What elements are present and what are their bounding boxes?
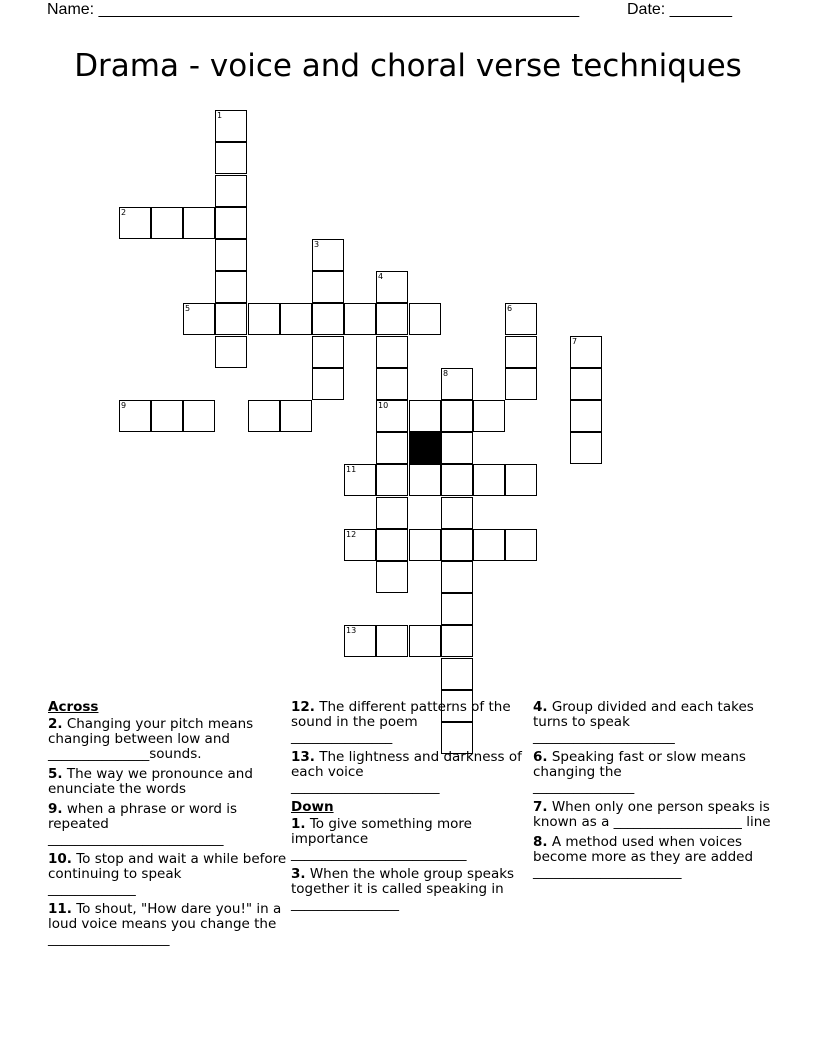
crossword-cell[interactable] (376, 529, 408, 561)
clue-text: To give something more importance __________________________ (291, 816, 472, 862)
name-line[interactable]: Name: ______________________________________________________ (47, 1, 580, 18)
crossword-cell[interactable] (344, 529, 376, 561)
clue-number: 2 (121, 208, 127, 217)
clue-number: 13. (291, 749, 315, 765)
crossword-cell[interactable] (570, 368, 602, 400)
clue-number: 2. (48, 716, 63, 732)
crossword-cell[interactable] (441, 368, 473, 400)
crossword-cell[interactable] (409, 464, 441, 496)
crossword-cell[interactable] (280, 303, 312, 335)
crossword-cell[interactable] (376, 497, 408, 529)
clue (533, 700, 773, 745)
crossword-cell[interactable] (570, 336, 602, 368)
clue-number: 8. (533, 834, 548, 850)
clue-number: 1 (217, 111, 223, 120)
clue-text: When only one person speaks is known as a ___________________ line (533, 799, 775, 830)
clue-number: 8 (443, 369, 449, 378)
clue-number: 9 (121, 401, 127, 410)
clue-number: 5. (48, 766, 63, 782)
crossword-cell[interactable] (441, 400, 473, 432)
crossword-cell[interactable] (248, 400, 280, 432)
clue-number: 11. (48, 901, 72, 917)
clue (291, 750, 531, 795)
crossword-cell[interactable] (409, 303, 441, 335)
crossword-cell[interactable] (215, 110, 247, 142)
clue-number: 5 (185, 304, 191, 313)
clue-number: 1. (291, 816, 306, 832)
crossword-cell[interactable] (441, 529, 473, 561)
crossword-cell[interactable] (183, 400, 215, 432)
clue-number: 3. (291, 866, 306, 882)
clue-text: when a phrase or word is repeated __________________________ (48, 801, 238, 847)
crossword-cell[interactable] (441, 464, 473, 496)
clue (48, 717, 288, 762)
clue-column-3 (533, 700, 773, 885)
clue-text: Speaking fast or slow means changing the _______________ (533, 749, 746, 795)
crossword-cell[interactable] (344, 464, 376, 496)
crossword-cell[interactable] (215, 336, 247, 368)
date-line[interactable]: Date: _______ (627, 1, 732, 18)
clue-number: 9. (48, 801, 63, 817)
crossword-cell[interactable] (119, 207, 151, 239)
crossword-cell[interactable] (312, 271, 344, 303)
clue-text: When the whole group speaks together it is called speaking in ________________ (291, 866, 515, 912)
crossword-cell[interactable] (376, 303, 408, 335)
crossword-cell[interactable] (215, 271, 247, 303)
clue-number: 7. (533, 799, 548, 815)
clue (48, 902, 288, 947)
clue (48, 767, 288, 797)
crossword-cell[interactable] (215, 207, 247, 239)
crossword-cell[interactable] (505, 303, 537, 335)
crossword-cell[interactable] (215, 303, 247, 335)
clue (291, 817, 531, 862)
crossword-cell[interactable] (376, 625, 408, 657)
page-title: Drama - voice and choral verse techniques (74, 48, 742, 84)
crossword-cell[interactable] (441, 593, 473, 625)
crossword-cell[interactable] (441, 497, 473, 529)
clue-number: 7 (572, 337, 578, 346)
crossword-cell[interactable] (376, 400, 408, 432)
crossword-cell[interactable] (248, 303, 280, 335)
crossword-cell[interactable] (376, 336, 408, 368)
clue-text: The lightness and darkness of each voice ______________________ (291, 749, 522, 795)
clue-text: The way we pronounce and enunciate the words (48, 766, 258, 797)
crossword-cell[interactable] (280, 400, 312, 432)
crossword-cell[interactable] (119, 400, 151, 432)
clue (291, 867, 531, 912)
clue-number: 10 (378, 401, 389, 410)
clue-text: Changing your pitch means changing between low and _______________sounds. (48, 716, 258, 762)
black-square (409, 432, 441, 464)
crossword-cell[interactable] (570, 400, 602, 432)
crossword-cell[interactable] (215, 142, 247, 174)
clue-column-2 (291, 700, 531, 917)
crossword-cell[interactable] (376, 432, 408, 464)
crossword-cell[interactable] (409, 400, 441, 432)
clue-text: The different patterns of the sound in the poem _______________ (291, 699, 511, 745)
crossword-cell[interactable] (312, 303, 344, 335)
crossword-cell[interactable] (344, 625, 376, 657)
crossword-cell[interactable] (183, 303, 215, 335)
clue-text: To stop and wait a while before continuing to speak _____________ (48, 851, 287, 897)
across-heading: Across (48, 699, 99, 715)
crossword-cell[interactable] (376, 464, 408, 496)
crossword-cell[interactable] (312, 239, 344, 271)
crossword-cell[interactable] (376, 368, 408, 400)
crossword-cell[interactable] (505, 464, 537, 496)
crossword-cell[interactable] (570, 432, 602, 464)
crossword-cell[interactable] (505, 368, 537, 400)
crossword-cell[interactable] (312, 336, 344, 368)
clue-number: 13 (346, 626, 357, 635)
clue (48, 802, 288, 847)
crossword-cell[interactable] (441, 561, 473, 593)
clue (48, 852, 288, 897)
clue (533, 835, 773, 880)
down-heading: Down (291, 799, 334, 815)
crossword-cell[interactable] (151, 400, 183, 432)
crossword-cell[interactable] (441, 658, 473, 690)
crossword-cell[interactable] (441, 625, 473, 657)
clue-number: 11 (346, 465, 357, 474)
crossword-cell[interactable] (409, 529, 441, 561)
clue-number: 12 (346, 530, 357, 539)
crossword-cell[interactable] (376, 271, 408, 303)
crossword-cell[interactable] (215, 239, 247, 271)
crossword-cell[interactable] (505, 529, 537, 561)
clue-text: A method used when voices become more as they are added ______________________ (533, 834, 754, 880)
crossword-cell[interactable] (441, 432, 473, 464)
crossword-cell[interactable] (344, 303, 376, 335)
clue-number: 4 (378, 272, 384, 281)
clue (533, 800, 773, 830)
crossword-cell[interactable] (409, 625, 441, 657)
clue (533, 750, 773, 795)
crossword-cell[interactable] (505, 336, 537, 368)
clue (291, 700, 531, 745)
clue-number: 6. (533, 749, 548, 765)
clue-column-1 (48, 700, 288, 952)
crossword-cell[interactable] (215, 175, 247, 207)
crossword-cell[interactable] (473, 464, 505, 496)
crossword-cell[interactable] (151, 207, 183, 239)
clue-number: 10. (48, 851, 72, 867)
clue-number: 4. (533, 699, 548, 715)
clue-number: 3 (314, 240, 320, 249)
crossword-cell[interactable] (312, 368, 344, 400)
clue-text: Group divided and each takes turns to speak _____________________ (533, 699, 754, 745)
clue-number: 12. (291, 699, 315, 715)
crossword-cell[interactable] (183, 207, 215, 239)
clue-text: To shout, "How dare you!" in a loud voice means you change the __________________ (48, 901, 286, 947)
crossword-cell[interactable] (473, 400, 505, 432)
clue-number: 6 (507, 304, 513, 313)
crossword-cell[interactable] (473, 529, 505, 561)
crossword-cell[interactable] (376, 561, 408, 593)
